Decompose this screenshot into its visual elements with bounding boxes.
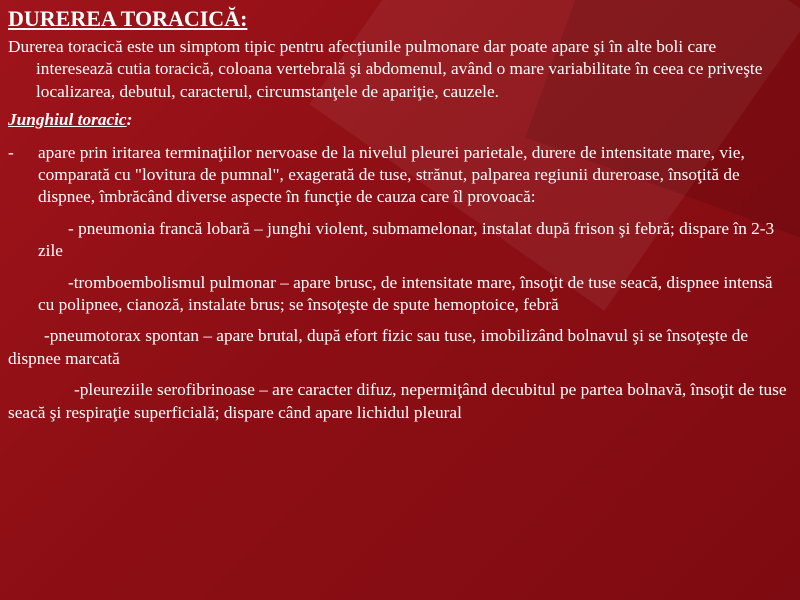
intro-paragraph: Durerea toracică este un simptom tipic pentru afecţiunile pulmonare dar poate apare şi în alte boli care interesează cutia toracică, coloana vertebrală şi abdomenul, având o mare variabilitate în ceea ce priveşte localizarea, debutul, caracterul, circumstanţele de apariţie, cauzele. bbox=[8, 37, 763, 101]
bullet-item bbox=[8, 142, 790, 209]
section-subtitle-text: Junghiul toracic bbox=[8, 110, 127, 130]
slide-content bbox=[8, 4, 790, 424]
bullet-marker: - bbox=[8, 142, 14, 162]
bullet-text: apare prin iritarea terminaţiilor nervoase de la nivelul pleurei parietale, durere de intensitate mare, vie, comparată cu "lovitura de pumnal", exagerată de tuse, strănut, palparea regiunii dureroase, însoţită de dispnee, îmbrăcând diverse aspecte în funcţie de cauza care îl provoacă: bbox=[38, 142, 745, 207]
cause-item-pneumotorax: -pneumotorax spontan – apare brutal, după efort fizic sau tuse, imobilizând bolnavul şi se însoţeşte de dispnee marcată bbox=[8, 326, 749, 368]
cause-item-pneumonia: - pneumonia francă lobară – junghi violent, submamelonar, instalat după frison şi febră; dispare în 2-3 zile bbox=[38, 218, 775, 261]
cause-item-tromboembolism: -tromboembolismul pulmonar – apare brusc, de intensitate mare, însoţit de tuse seacă, dispnee intensă cu polipnee, cianoză, instalate brus; se însoţeşte de spute hemoptoice, febră bbox=[38, 272, 773, 315]
slide-title-suffix: : bbox=[240, 6, 248, 31]
cause-item-pleurezii: -pleureziile serofibrinoase – are caracter difuz, nepermiţând decubitul pe partea bolnavă, însoţit de tuse seacă şi respiraţie superficială; dispare când apare lichidul pleural bbox=[8, 380, 787, 422]
slide-title bbox=[8, 4, 790, 34]
section-subtitle-suffix: : bbox=[126, 110, 133, 130]
section-subtitle bbox=[8, 109, 790, 131]
slide-title-text: DUREREA TORACICĂ bbox=[8, 6, 241, 31]
